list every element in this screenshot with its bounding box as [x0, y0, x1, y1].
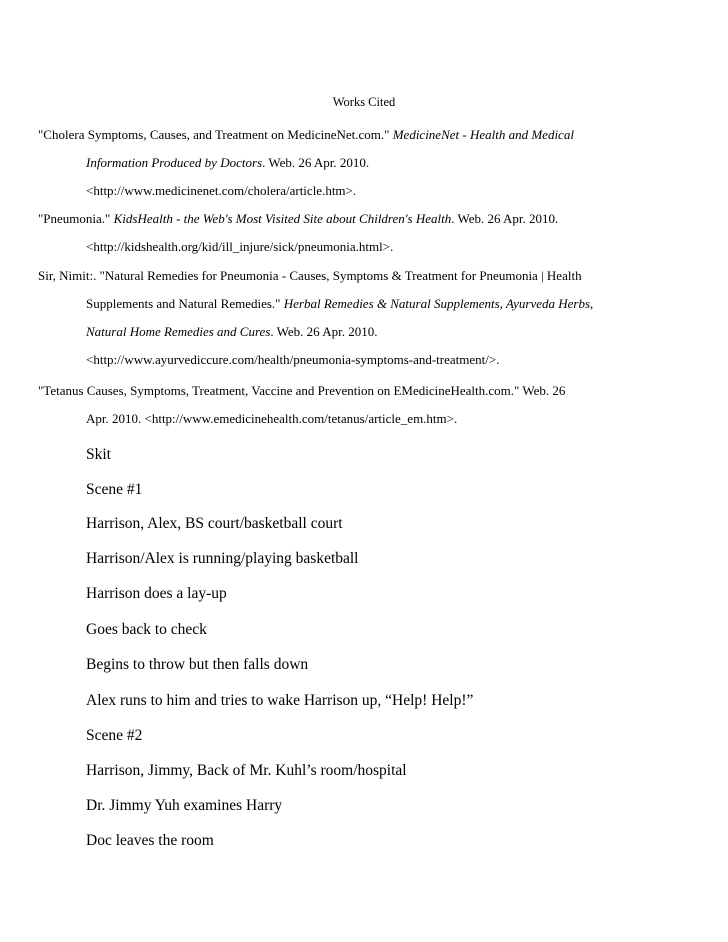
skit-line: Scene #2: [86, 727, 143, 744]
citation-1-line-2: Information Produced by Doctors. Web. 26 Apr. 2010.: [86, 155, 370, 170]
citation-3-line-2: Supplements and Natural Remedies." Herbal Remedies & Natural Supplements, Ayurveda Herbs,: [86, 296, 594, 311]
skit-line: Begins to throw but then falls down: [86, 656, 309, 673]
skit-line: Dr. Jimmy Yuh examines Harry: [86, 797, 283, 814]
skit-line: Scene #1: [86, 481, 143, 498]
skit-line: Harrison does a lay-up: [86, 585, 227, 602]
works-cited-title: Works Cited: [332, 95, 396, 109]
citation-1-line-3: <http://www.medicinenet.com/cholera/article.htm>.: [86, 183, 357, 198]
works-cited-heading: [0, 95, 728, 110]
citation-2-line-1: "Pneumonia." KidsHealth - the Web's Most Visited Site about Children's Health. Web. 26 Apr. 2010.: [38, 211, 559, 226]
skit-line: Harrison/Alex is running/playing basketball: [86, 550, 359, 567]
skit-line: Harrison, Alex, BS court/basketball court: [86, 515, 343, 532]
skit-line: Alex runs to him and tries to wake Harrison up, “Help! Help!”: [86, 692, 474, 709]
citation-3-line-3: Natural Home Remedies and Cures. Web. 26 Apr. 2010.: [86, 324, 378, 339]
skit-line: Goes back to check: [86, 621, 207, 638]
citation-3-line-1: Sir, Nimit:. "Natural Remedies for Pneumonia - Causes, Symptoms & Treatment for Pneumonia | Health: [38, 268, 582, 283]
skit-line: Harrison, Jimmy, Back of Mr. Kuhl’s room/hospital: [86, 762, 407, 779]
citation-1-line-1: "Cholera Symptoms, Causes, and Treatment on MedicineNet.com." MedicineNet - Health and Medical: [38, 127, 574, 142]
skit-heading: Skit: [86, 446, 111, 463]
citation-4-line-1: "Tetanus Causes, Symptoms, Treatment, Vaccine and Prevention on EMedicineHealth.com." Web. 26: [38, 383, 566, 398]
citation-3-line-4: <http://www.ayurvediccure.com/health/pneumonia-symptoms-and-treatment/>.: [86, 352, 500, 367]
citation-2-line-2: <http://kidshealth.org/kid/ill_injure/sick/pneumonia.html>.: [86, 239, 394, 254]
skit-line: Doc leaves the room: [86, 832, 214, 849]
citation-4-line-2: Apr. 2010. <http://www.emedicinehealth.com/tetanus/article_em.htm>.: [86, 411, 458, 426]
